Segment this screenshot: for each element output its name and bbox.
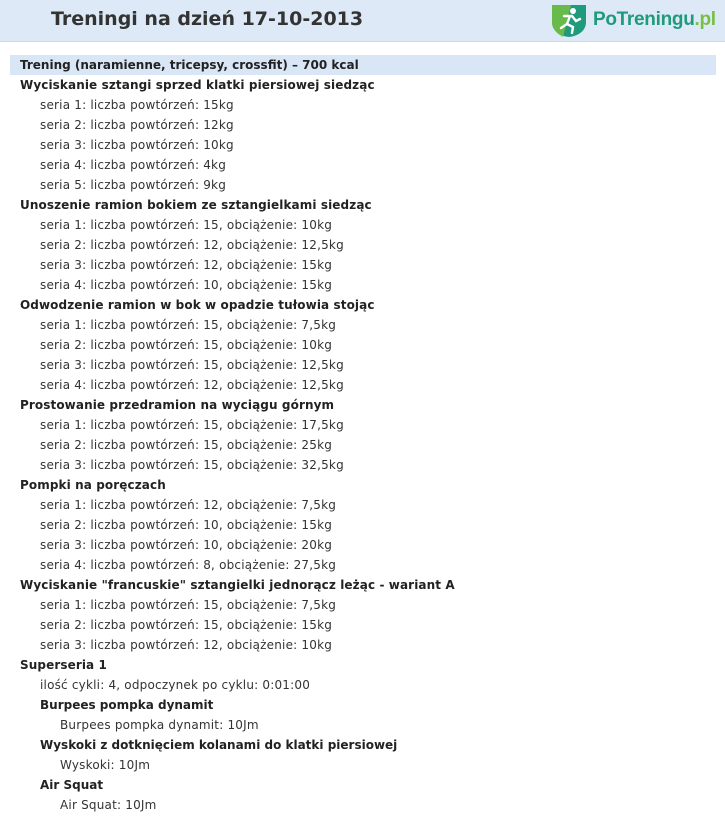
set-row: seria 3: liczba powtórzeń: 10, obciążenie: 20kg — [40, 538, 333, 552]
superset-name: Superseria 1 — [20, 658, 107, 672]
set-row: seria 2: liczba powtórzeń: 10, obciążenie: 15kg — [40, 518, 333, 532]
superset-exercise-detail: Wyskoki: 10Jm — [60, 758, 151, 772]
set-row: seria 3: liczba powtórzeń: 15, obciążenie: 12,5kg — [40, 358, 344, 372]
set-row: seria 3: liczba powtórzeń: 15, obciążenie: 32,5kg — [40, 458, 344, 472]
exercise-name: Odwodzenie ramion w bok w opadzie tułowia stojąc — [20, 298, 375, 312]
set-row: seria 4: liczba powtórzeń: 4kg — [40, 158, 227, 172]
superset-exercise-detail: Burpees pompka dynamit: 10Jm — [60, 718, 259, 732]
set-row: seria 5: liczba powtórzeń: 9kg — [40, 178, 227, 192]
brand-logo[interactable] — [549, 2, 716, 38]
training-content — [10, 55, 716, 815]
set-row: seria 1: liczba powtórzeń: 15kg — [40, 98, 234, 112]
superset-info: ilość cykli: 4, odpoczynek po cyklu: 0:01:00 — [40, 678, 311, 692]
set-row: seria 3: liczba powtórzeń: 12, obciążenie: 10kg — [40, 638, 333, 652]
set-row: seria 4: liczba powtórzeń: 10, obciążenie: 15kg — [40, 278, 333, 292]
set-row: seria 2: liczba powtórzeń: 15, obciążenie: 15kg — [40, 618, 333, 632]
set-row: seria 4: liczba powtórzeń: 8, obciążenie: 27,5kg — [40, 558, 337, 572]
set-row: seria 1: liczba powtórzeń: 15, obciążenie: 7,5kg — [40, 598, 337, 612]
set-row: seria 2: liczba powtórzeń: 15, obciążenie: 25kg — [40, 438, 333, 452]
exercise-name: Unoszenie ramion bokiem ze sztangielkami siedząc — [20, 198, 372, 212]
exercise-name: Pompki na poręczach — [20, 478, 166, 492]
exercise-name: Prostowanie przedramion na wyciągu górnym — [20, 398, 335, 412]
logo-text: PoTreningu.pl — [593, 9, 716, 30]
superset-exercise-detail: Air Squat: 10Jm — [60, 798, 157, 812]
set-row: seria 1: liczba powtórzeń: 15, obciążenie: 17,5kg — [40, 418, 344, 432]
set-row: seria 1: liczba powtórzeń: 15, obciążenie: 7,5kg — [40, 318, 337, 332]
set-row: seria 3: liczba powtórzeń: 10kg — [40, 138, 234, 152]
page-title: Treningi na dzień 17-10-2013 — [51, 8, 364, 30]
superset-exercise-name: Wyskoki z dotknięciem kolanami do klatki piersiowej — [40, 738, 398, 752]
set-row: seria 2: liczba powtórzeń: 15, obciążenie: 10kg — [40, 338, 333, 352]
set-row: seria 4: liczba powtórzeń: 12, obciążenie: 12,5kg — [40, 378, 344, 392]
training-title: Trening (naramienne, tricepsy, crossfit) – 700 kcal — [10, 55, 716, 75]
superset-exercise-name: Air Squat — [40, 778, 104, 792]
exercise-name: Wyciskanie sztangi sprzed klatki piersiowej siedząc — [20, 78, 375, 92]
runner-logo-icon — [549, 2, 589, 38]
page-header — [0, 0, 725, 42]
set-row: seria 1: liczba powtórzeń: 15, obciążenie: 10kg — [40, 218, 333, 232]
set-row: seria 2: liczba powtórzeń: 12, obciążenie: 12,5kg — [40, 238, 344, 252]
superset-exercise-name: Burpees pompka dynamit — [40, 698, 214, 712]
exercise-name: Wyciskanie "francuskie" sztangielki jednorącz leżąc - wariant A — [20, 578, 455, 592]
set-row: seria 3: liczba powtórzeń: 12, obciążenie: 15kg — [40, 258, 333, 272]
set-row: seria 1: liczba powtórzeń: 12, obciążenie: 7,5kg — [40, 498, 337, 512]
set-row: seria 2: liczba powtórzeń: 12kg — [40, 118, 234, 132]
